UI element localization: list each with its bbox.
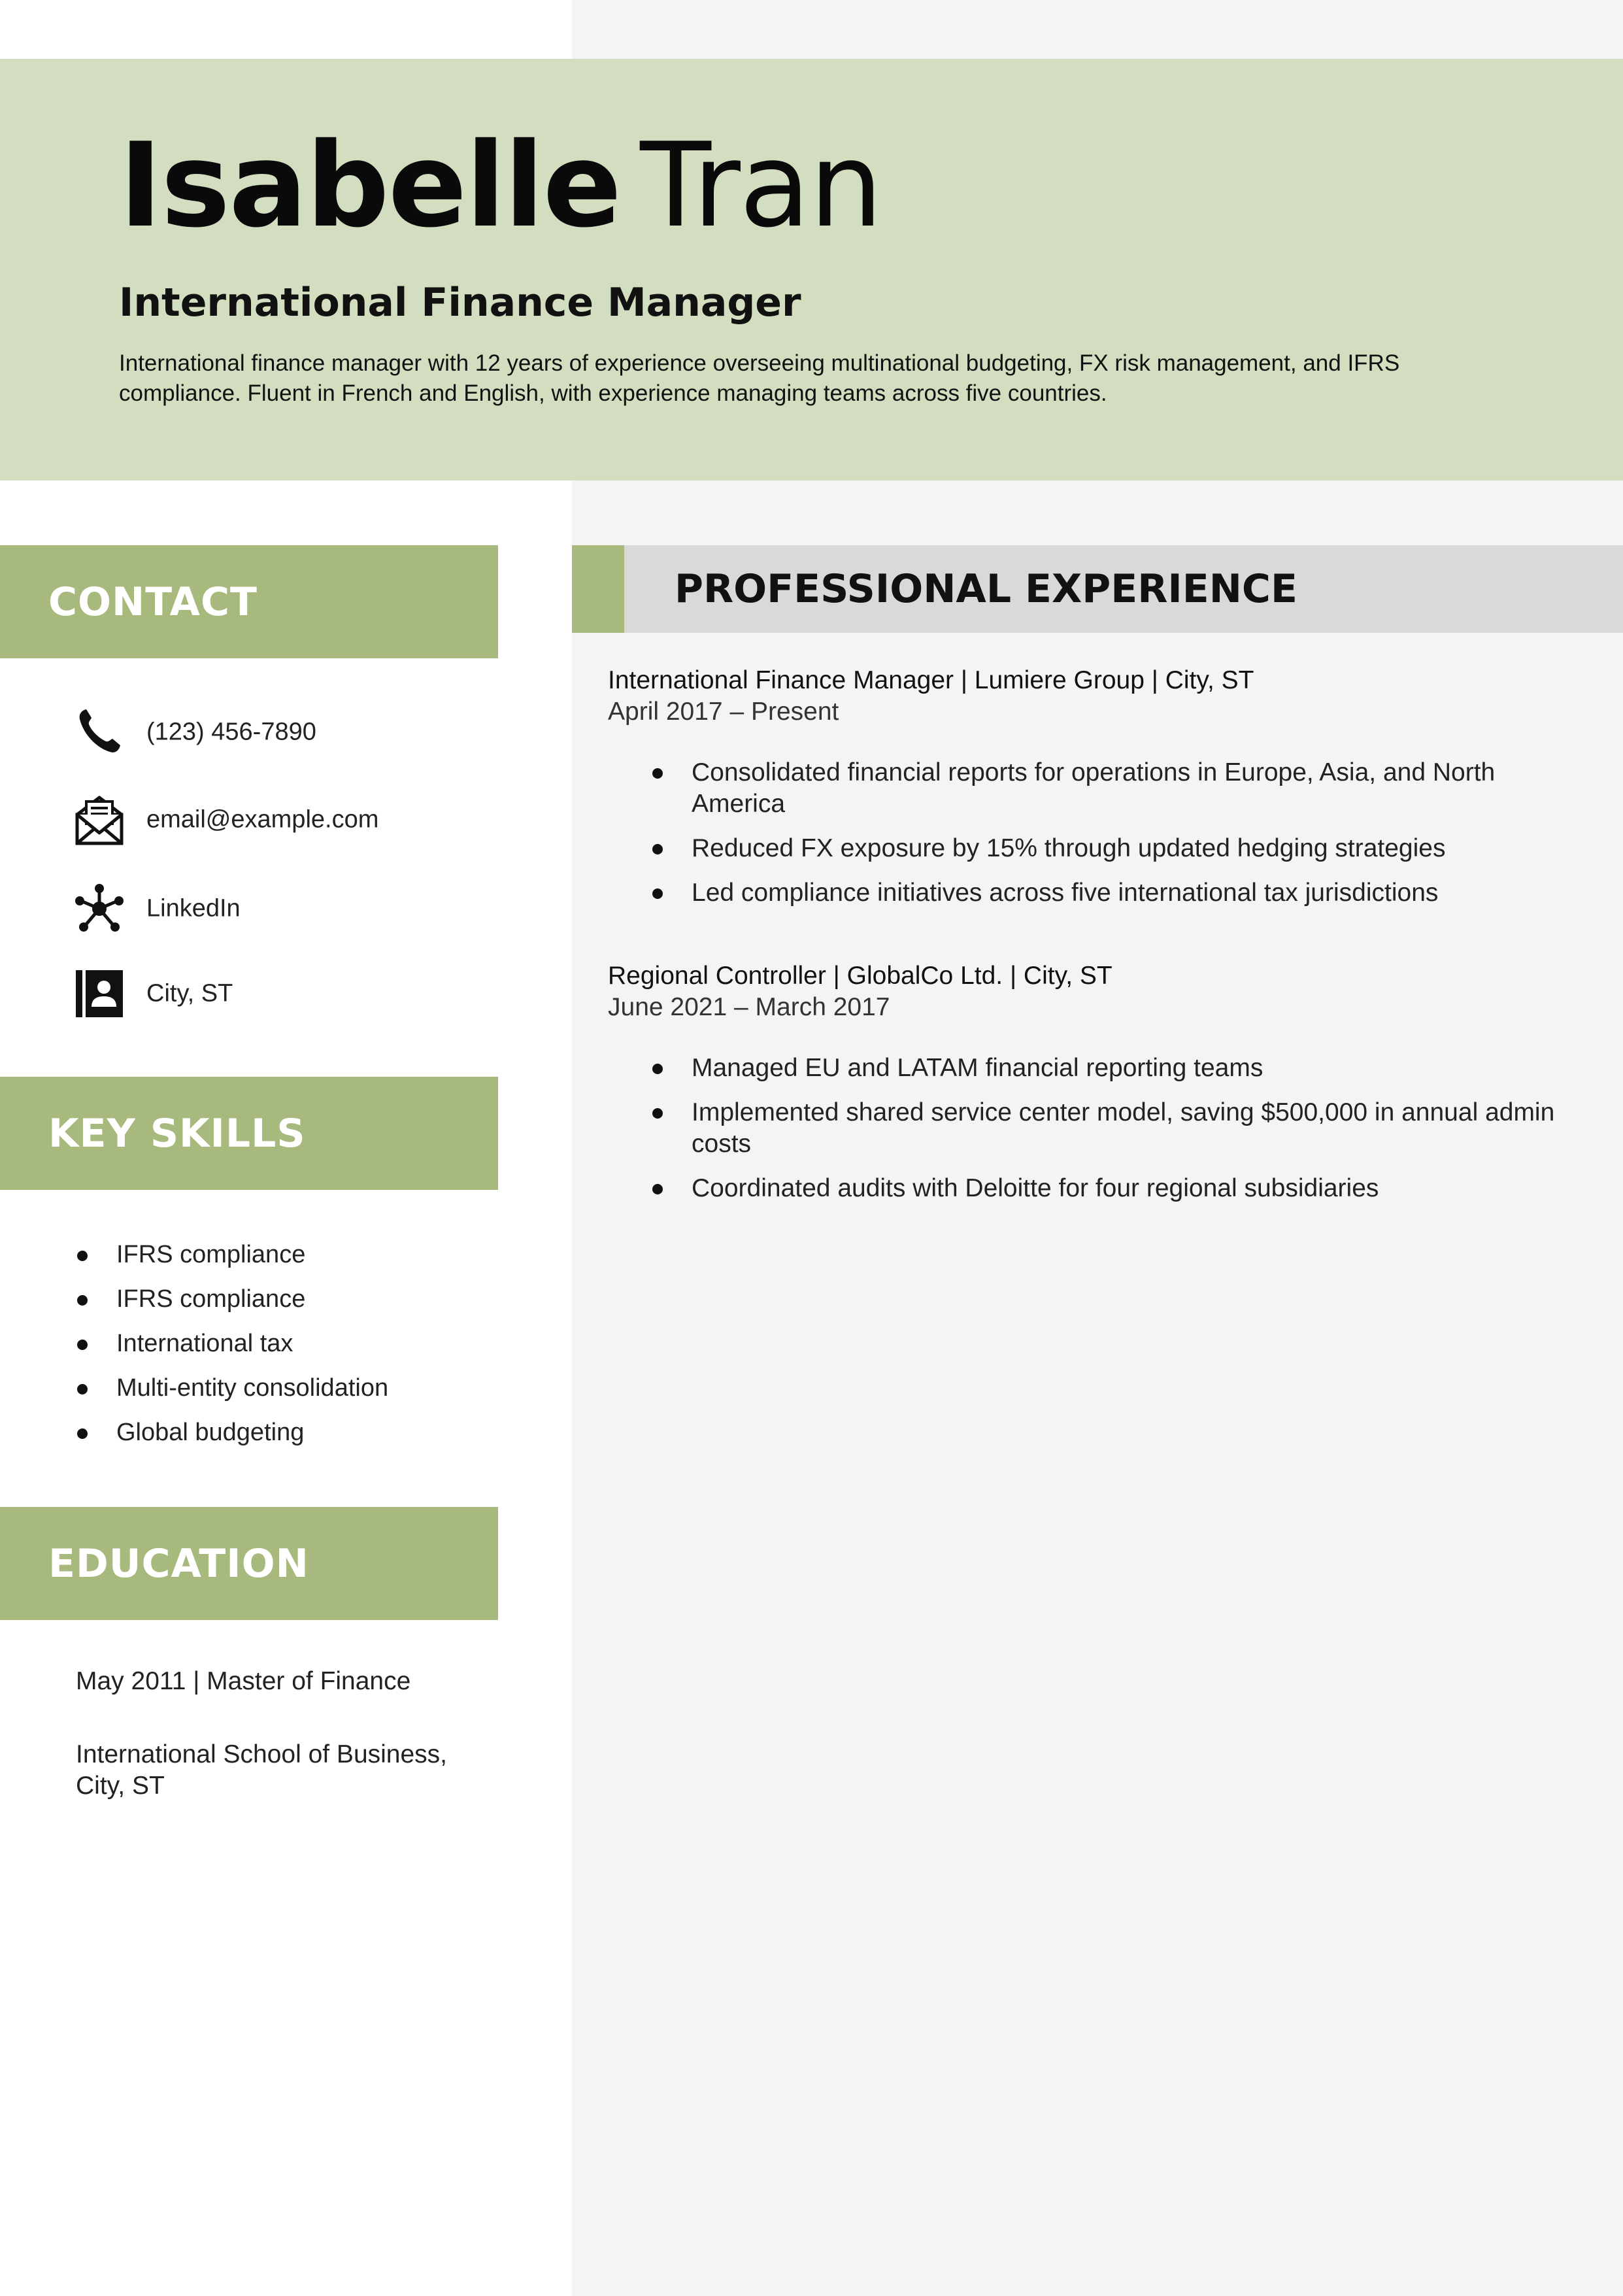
job-bullet: Reduced FX exposure by 15% through updated hedging strategies — [608, 833, 1575, 864]
experience-heading-accent — [572, 545, 624, 633]
first-name: Isabelle — [119, 118, 621, 253]
job-bullet: Coordinated audits with Deloitte for four regional subsidiaries — [608, 1173, 1575, 1204]
skill-item: Global budgeting — [0, 1410, 498, 1455]
email-text[interactable]: email@example.com — [146, 805, 379, 834]
education-heading-bar — [0, 1507, 498, 1620]
contact-location — [73, 966, 492, 1021]
job-entry — [608, 960, 1575, 1204]
job-bullets — [608, 757, 1575, 909]
job-dates: April 2017 – Present — [608, 698, 839, 726]
contact-phone — [73, 705, 492, 760]
education-date-degree: May 2011 | Master of Finance — [76, 1667, 411, 1695]
contact-heading: CONTACT — [48, 579, 258, 625]
job-entry — [608, 665, 1575, 909]
job-dates: June 2021 – March 2017 — [608, 993, 890, 1021]
contact-linkedin — [73, 881, 492, 936]
job-bullet: Managed EU and LATAM financial reporting teams — [608, 1053, 1575, 1084]
phone-text: (123) 456-7890 — [146, 718, 316, 746]
envelope-icon — [73, 792, 125, 847]
contact-heading-bar — [0, 545, 498, 658]
skills-heading: KEY SKILLS — [48, 1110, 306, 1156]
job-bullet: Consolidated financial reports for operations in Europe, Asia, and North America — [608, 757, 1575, 820]
skill-item: IFRS compliance — [0, 1277, 498, 1321]
experience-heading: PROFESSIONAL EXPERIENCE — [675, 566, 1297, 612]
job-bullet: Led compliance initiatives across five international tax jurisdictions — [608, 877, 1575, 909]
last-name: Tran — [640, 118, 882, 253]
job-header: International Finance Manager | Lumiere Group | City, ST — [608, 666, 1254, 694]
skills-heading-bar — [0, 1077, 498, 1190]
contact-card-icon — [73, 966, 125, 1021]
network-icon — [73, 881, 125, 936]
skill-item: Multi-entity consolidation — [0, 1366, 498, 1410]
job-title: International Finance Manager — [119, 280, 801, 326]
job-bullets — [608, 1053, 1575, 1204]
contact-email — [73, 792, 492, 847]
skills-list — [0, 1232, 498, 1455]
summary: International finance manager with 12 years of experience overseeing multinational budgeting, FX risk management, and IFRS compliance. Fluent in French and English, with experience managing teams across five countries. — [119, 350, 1400, 406]
skill-item: IFRS compliance — [0, 1232, 498, 1277]
job-bullet: Implemented shared service center model, saving $500,000 in annual admin costs — [608, 1097, 1575, 1160]
linkedin-text[interactable]: LinkedIn — [146, 894, 241, 922]
job-header: Regional Controller | GlobalCo Ltd. | City, ST — [608, 962, 1113, 990]
education-heading: EDUCATION — [48, 1540, 309, 1587]
location-text: City, ST — [146, 979, 233, 1007]
candidate-name — [119, 118, 882, 253]
skill-item: International tax — [0, 1321, 498, 1366]
phone-icon — [73, 705, 125, 760]
education-school: International School of Business, City, ST — [76, 1740, 448, 1800]
